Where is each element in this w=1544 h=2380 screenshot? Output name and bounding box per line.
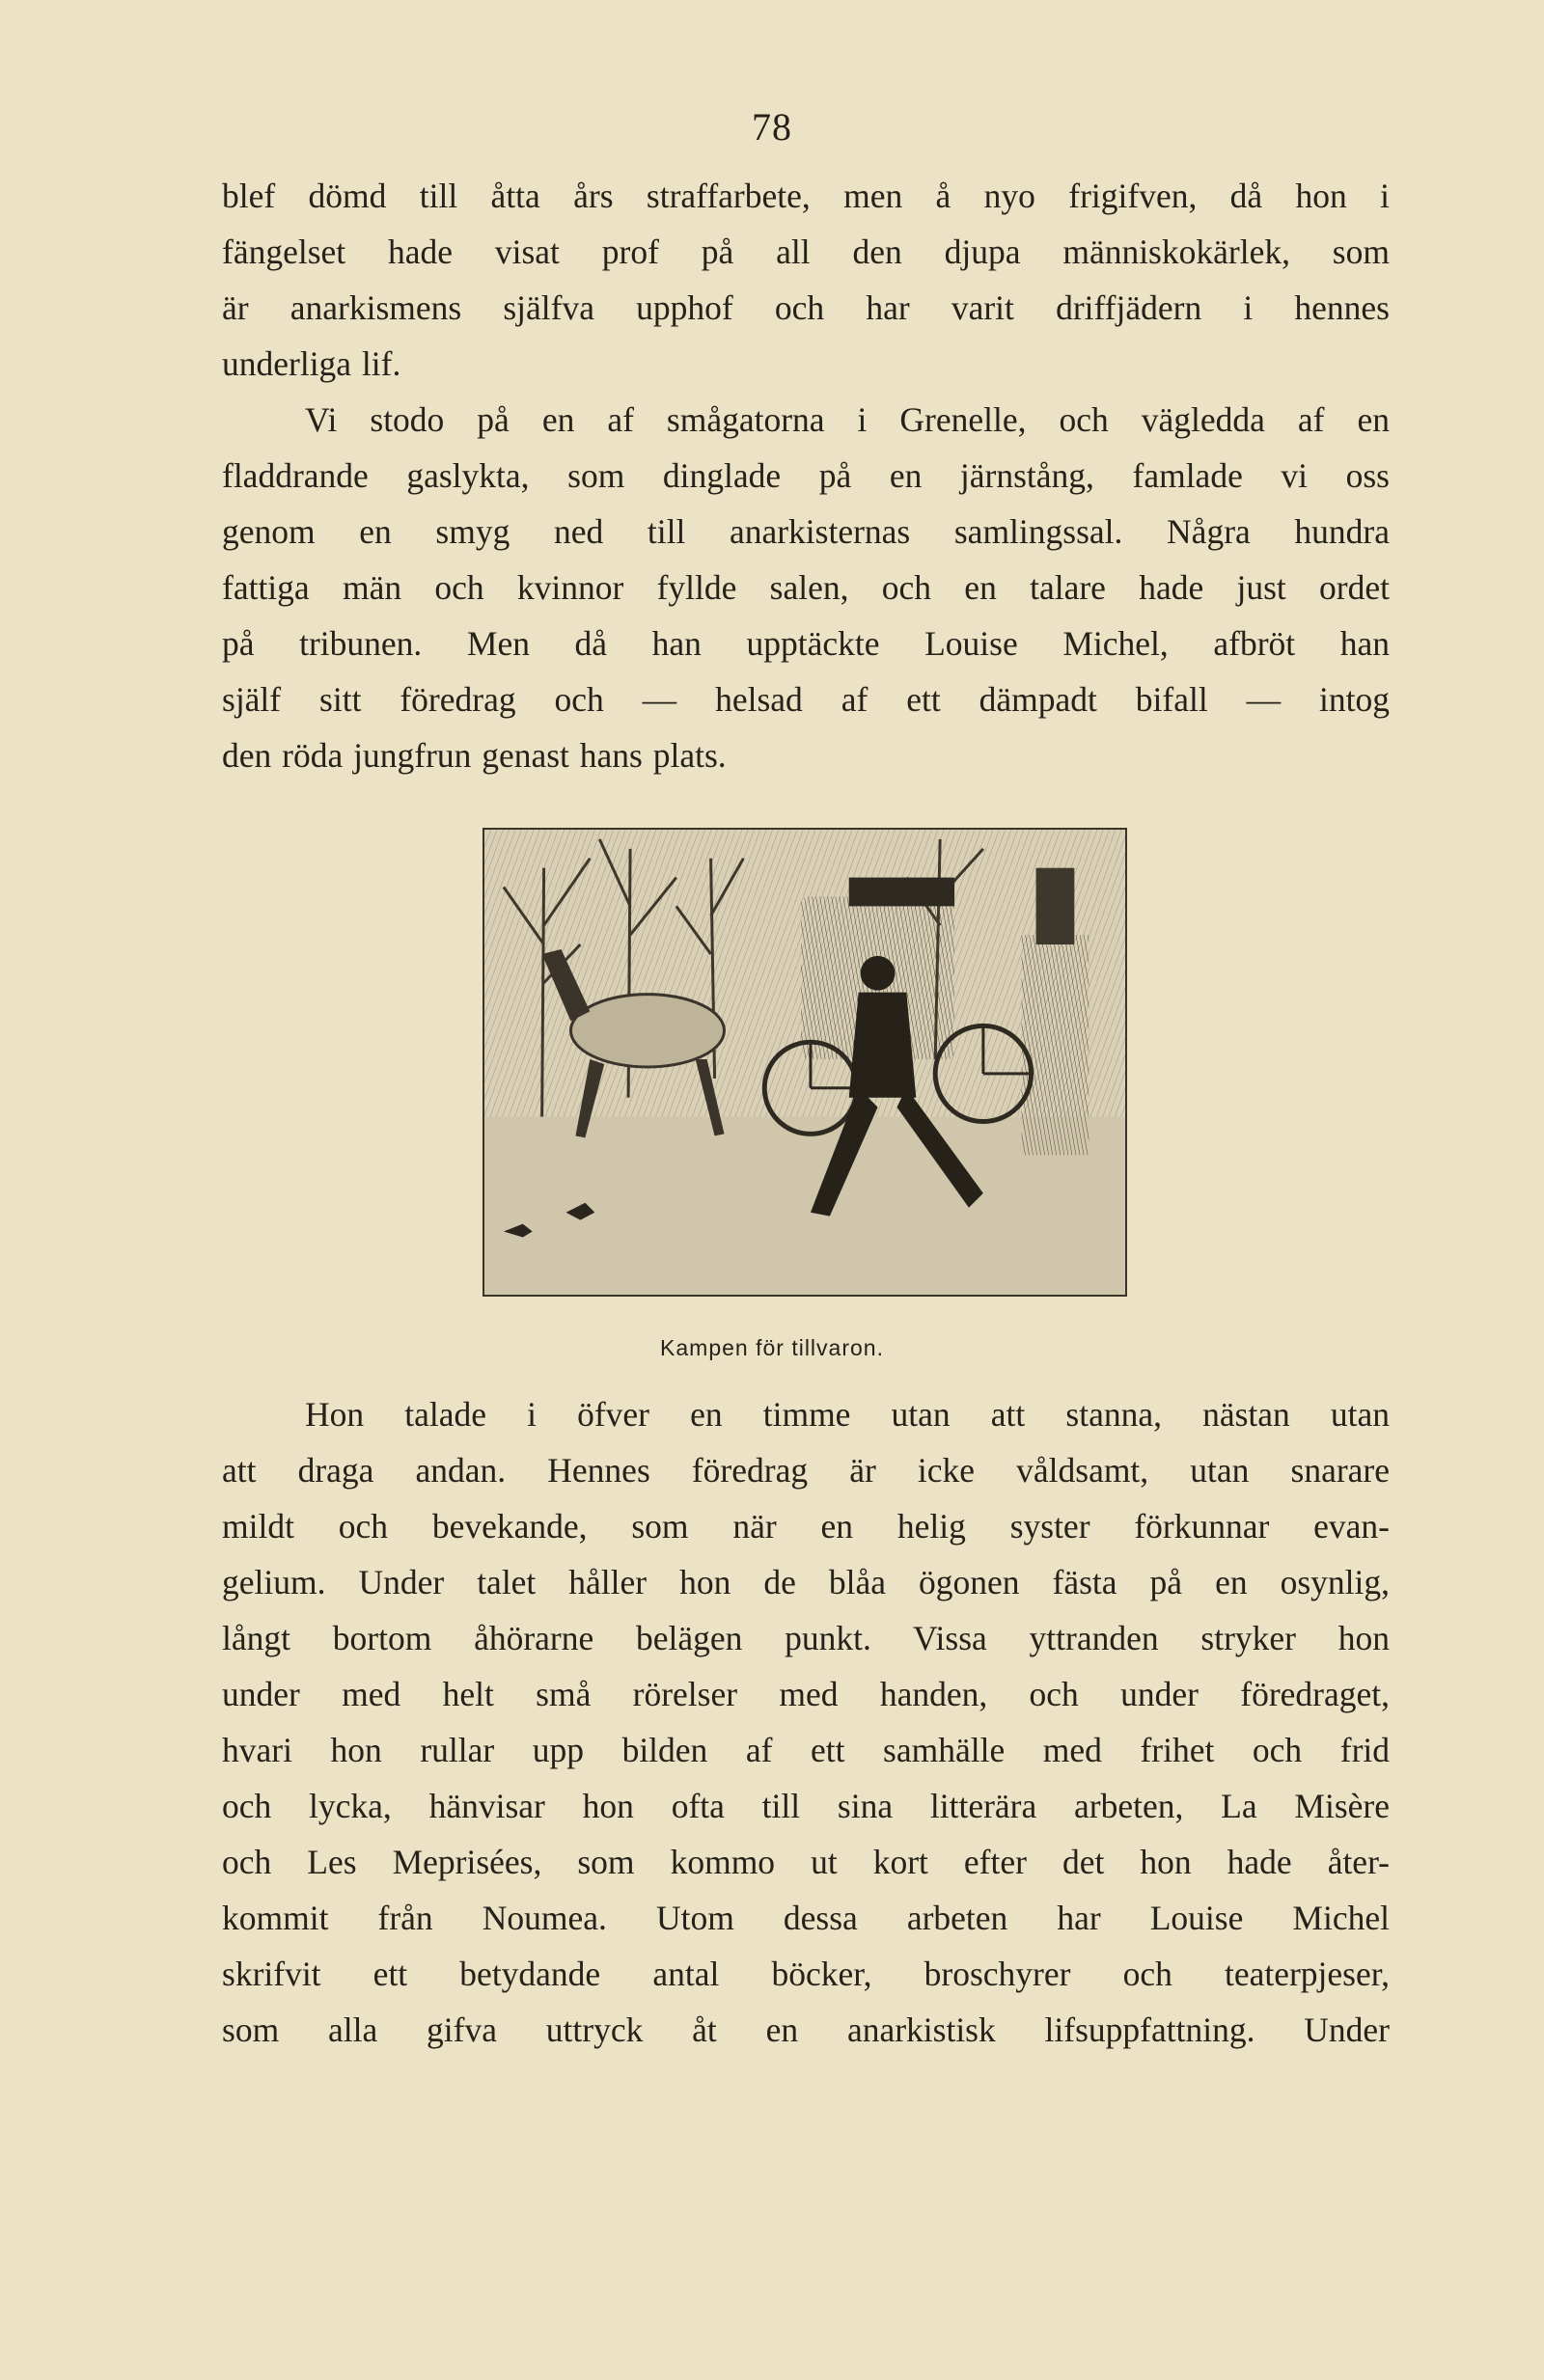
engraving-illustration (482, 828, 1127, 1297)
page-number: 78 (752, 105, 792, 149)
paragraph-3-line: under med helt små rörelser med handen, och under föredraget, (222, 1675, 1390, 1713)
paragraph-2-line: genom en smyg ned till anarkisternas samlingssal. Några hundra (222, 512, 1390, 551)
paragraph-3-line: kommit från Noumea. Utom dessa arbeten har Louise Michel (222, 1899, 1390, 1937)
carriage-scene-engraving (484, 830, 1125, 1295)
paragraph-3-line: att draga andan. Hennes föredrag är icke våldsamt, utan snarare (222, 1451, 1390, 1490)
paragraph-2-line: på tribunen. Men då han upptäckte Louise Michel, afbröt han (222, 624, 1390, 663)
paragraph-2-line: den röda jungfrun genast hans plats. (222, 736, 727, 775)
paragraph-3-line: gelium. Under talet håller hon de blåa ögonen fästa på en osynlig, (222, 1563, 1390, 1601)
paragraph-1-line: blef dömd till åtta års straffarbete, men å nyo frigifven, då hon i (222, 177, 1390, 215)
paragraph-1-line: är anarkismens själfva upphof och har varit driffjädern i hennes (222, 288, 1390, 327)
paragraph-3-line: långt bortom åhörarne belägen punkt. Vissa yttranden stryker hon (222, 1619, 1390, 1657)
paragraph-1-line: underliga lif. (222, 344, 401, 383)
paragraph-3-line: och Les Meprisées, som kommo ut kort efter det hon hade åter- (222, 1843, 1390, 1881)
paragraph-3-line: mildt och bevekande, som när en helig syster förkunnar evan- (222, 1507, 1390, 1546)
paragraph-1-line: fängelset hade visat prof på all den djupa människokärlek, som (222, 233, 1390, 271)
paragraph-3-line: skrifvit ett betydande antal böcker, broschyrer och teaterpjeser, (222, 1955, 1390, 1993)
paragraph-2-line: själf sitt föredrag och — helsad af ett dämpadt bifall — intog (222, 680, 1390, 719)
paragraph-3-line: och lycka, hänvisar hon ofta till sina litterära arbeten, La Misère (222, 1787, 1390, 1825)
text-block-top (222, 168, 1390, 783)
text-block-bottom (222, 1386, 1390, 2058)
illustration-caption: Kampen för tillvaron. (660, 1335, 884, 1360)
paragraph-2-line: Vi stodo på en af smågatorna i Grenelle, och vägledda af en (305, 400, 1390, 439)
paragraph-3-line: som alla gifva uttryck åt en anarkistisk lifsuppfattning. Under (222, 2011, 1390, 2049)
paragraph-2-line: fattiga män och kvinnor fyllde salen, och en talare hade just ordet (222, 568, 1390, 607)
paragraph-3-line: Hon talade i öfver en timme utan att stanna, nästan utan (305, 1395, 1390, 1434)
paragraph-3-line: hvari hon rullar upp bilden af ett samhälle med frihet och frid (222, 1731, 1390, 1769)
paragraph-2-line: fladdrande gaslykta, som dinglade på en järnstång, famlade vi oss (222, 456, 1390, 495)
